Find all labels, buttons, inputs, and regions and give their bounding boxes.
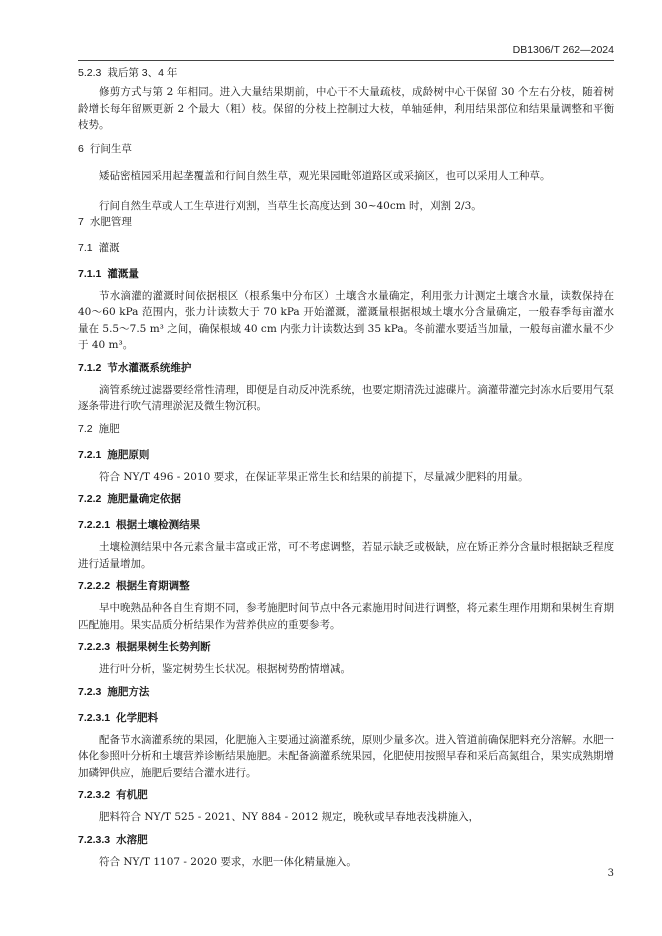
section-heading bbox=[78, 66, 614, 80]
section-title: 根据果树生长势判断 bbox=[116, 641, 211, 653]
paragraph: 土壤检测结果中各元素含量丰富或正常，可不考虑调整，若显示缺乏或极缺，应在矫正养分含量时根据缺乏程度进行适量增加。 bbox=[78, 541, 614, 570]
section-number: 7.2.2.1 bbox=[78, 519, 111, 531]
paragraph: 行间自然生草或人工生草进行刈割，当草生长高度达到 30~40cm 时，刈割 2/3。 bbox=[99, 200, 482, 212]
paragraph: 进行叶分析，鉴定树势生长状况。根据树势酌情增减。 bbox=[99, 663, 351, 675]
section-number: 6 bbox=[78, 142, 84, 155]
section-number: 7 bbox=[78, 215, 84, 228]
section-number: 7.1 bbox=[78, 241, 93, 254]
paragraph: 符合 NY/T 496 - 2010 要求，在保证苹果正常生长和结果的前提下，尽量减少肥料的用量。 bbox=[99, 470, 529, 483]
section-heading bbox=[78, 788, 614, 802]
section-title: 施肥量确定依据 bbox=[107, 493, 181, 505]
section-number: 7.2.3.2 bbox=[78, 789, 111, 801]
paragraph: 肥料符合 NY/T 525 - 2021、NY 884 - 2012 规定，晚秋或早春地表浅耕施入， bbox=[99, 811, 480, 823]
section-title: 化学肥料 bbox=[116, 711, 159, 724]
section-title: 行间生草 bbox=[89, 142, 132, 155]
paragraph: 节水滴灌的灌溉时间依据根区（根系集中分布区）土壤含水量确定，利用张力计测定土壤含水量，读数保持在 40～60 kPa 范围内，张力计读数大于 70 kPa 开始灌溉，灌溉量根据根域土壤水分含量确定，一般春季每亩灌水量在 5.5～7.5 m³ 之间，确保根域 40 cm 内张力计读数达到 35 kPa。冬前灌水要适当加量，一般每亩灌水量不少于 40 m³。 bbox=[78, 289, 614, 351]
paragraph: 符合 NY/T 1107 - 2020 要求，水肥一体化精量施入。 bbox=[99, 855, 357, 868]
section-number: 7.2.3.1 bbox=[78, 711, 111, 724]
section-title: 施肥原则 bbox=[107, 448, 150, 461]
section-title: 根据土壤检测结果 bbox=[116, 519, 201, 531]
section-number: 7.2.3.3 bbox=[78, 833, 111, 846]
section-heading bbox=[78, 361, 614, 375]
header-rule bbox=[78, 60, 614, 61]
paragraph: 配备节水滴灌系统的果园，化肥施入主要通过滴灌系统，原则少量多次。进入管道前确保肥料充分溶解。水肥一体化参照叶分析和土壤营养诊断结果施肥。未配备滴灌系统果园，化肥使用按照早春和采后高氮组合，果实成熟期增加磷钾供应，施肥后要结合灌水进行。 bbox=[78, 733, 614, 779]
section-number: 7.2.2.2 bbox=[78, 580, 111, 592]
section-number: 7.1.2 bbox=[78, 361, 102, 374]
section-title: 水溶肥 bbox=[116, 833, 148, 846]
section-heading bbox=[78, 640, 614, 654]
section-title: 灌溉 bbox=[98, 241, 120, 254]
section-heading bbox=[78, 142, 614, 156]
section-title: 节水灌溉系统维护 bbox=[107, 361, 192, 374]
section-heading bbox=[78, 833, 614, 847]
section-number: 5.2.3 bbox=[78, 67, 102, 79]
section-heading bbox=[78, 215, 614, 229]
section-title: 有机肥 bbox=[116, 789, 148, 801]
section-heading bbox=[78, 579, 614, 593]
section-heading bbox=[78, 518, 614, 532]
section-title: 施肥方法 bbox=[107, 685, 150, 698]
paragraph: 滴管系统过滤器要经常性清理，即便是自动反冲洗系统，也要定期清洗过滤碟片。滴灌带灌完封冻水后要用气泵逐条带进行吹气清理淤泥及微生物沉积。 bbox=[78, 383, 614, 412]
section-number: 7.2.2.3 bbox=[78, 641, 111, 653]
paragraph: 修剪方式与第 2 年相同。进入大量结果期前，中心干不大量疏枝，成龄树中心干保留 30 个左右分枝，随着树龄增长每年留厥更新 2 个最大（粗）枝。保留的分枝上控制过大枝，单轴延伸，利用结果部位和结果量调整和平衡枝势。 bbox=[78, 86, 614, 131]
document-code: DB1306/T 262—2024 bbox=[512, 44, 614, 56]
section-number: 7.2.2 bbox=[78, 493, 102, 505]
paragraph: 早中晚熟品种各自生育期不同，参考施肥时间节点中各元素施用时间进行调整，将元素生理作用期和果树生育期匹配施用。果实品质分析结果作为营养供应的重要参考。 bbox=[78, 602, 614, 631]
section-title: 灌溉量 bbox=[107, 267, 139, 280]
section-heading bbox=[78, 241, 614, 255]
section-number: 7.2 bbox=[78, 422, 93, 435]
page-number: 3 bbox=[607, 868, 614, 879]
section-title: 水肥管理 bbox=[89, 215, 132, 228]
section-title: 施肥 bbox=[98, 422, 120, 435]
section-number: 7.1.1 bbox=[78, 267, 102, 280]
paragraph: 矮砧密植园采用起垄覆盖和行间自然生草，观光果园毗邻道路区或采摘区，也可以采用人工种草。 bbox=[99, 169, 551, 182]
section-heading bbox=[78, 711, 614, 725]
section-heading bbox=[78, 685, 614, 699]
section-heading bbox=[78, 267, 614, 281]
section-title: 根据生育期调整 bbox=[116, 580, 190, 592]
document-body bbox=[78, 66, 614, 870]
section-heading bbox=[78, 492, 614, 506]
section-heading bbox=[78, 422, 614, 436]
section-title: 栽后第 3、4 年 bbox=[107, 67, 178, 79]
section-number: 7.2.1 bbox=[78, 448, 102, 461]
section-number: 7.2.3 bbox=[78, 685, 102, 698]
section-heading bbox=[78, 448, 614, 462]
